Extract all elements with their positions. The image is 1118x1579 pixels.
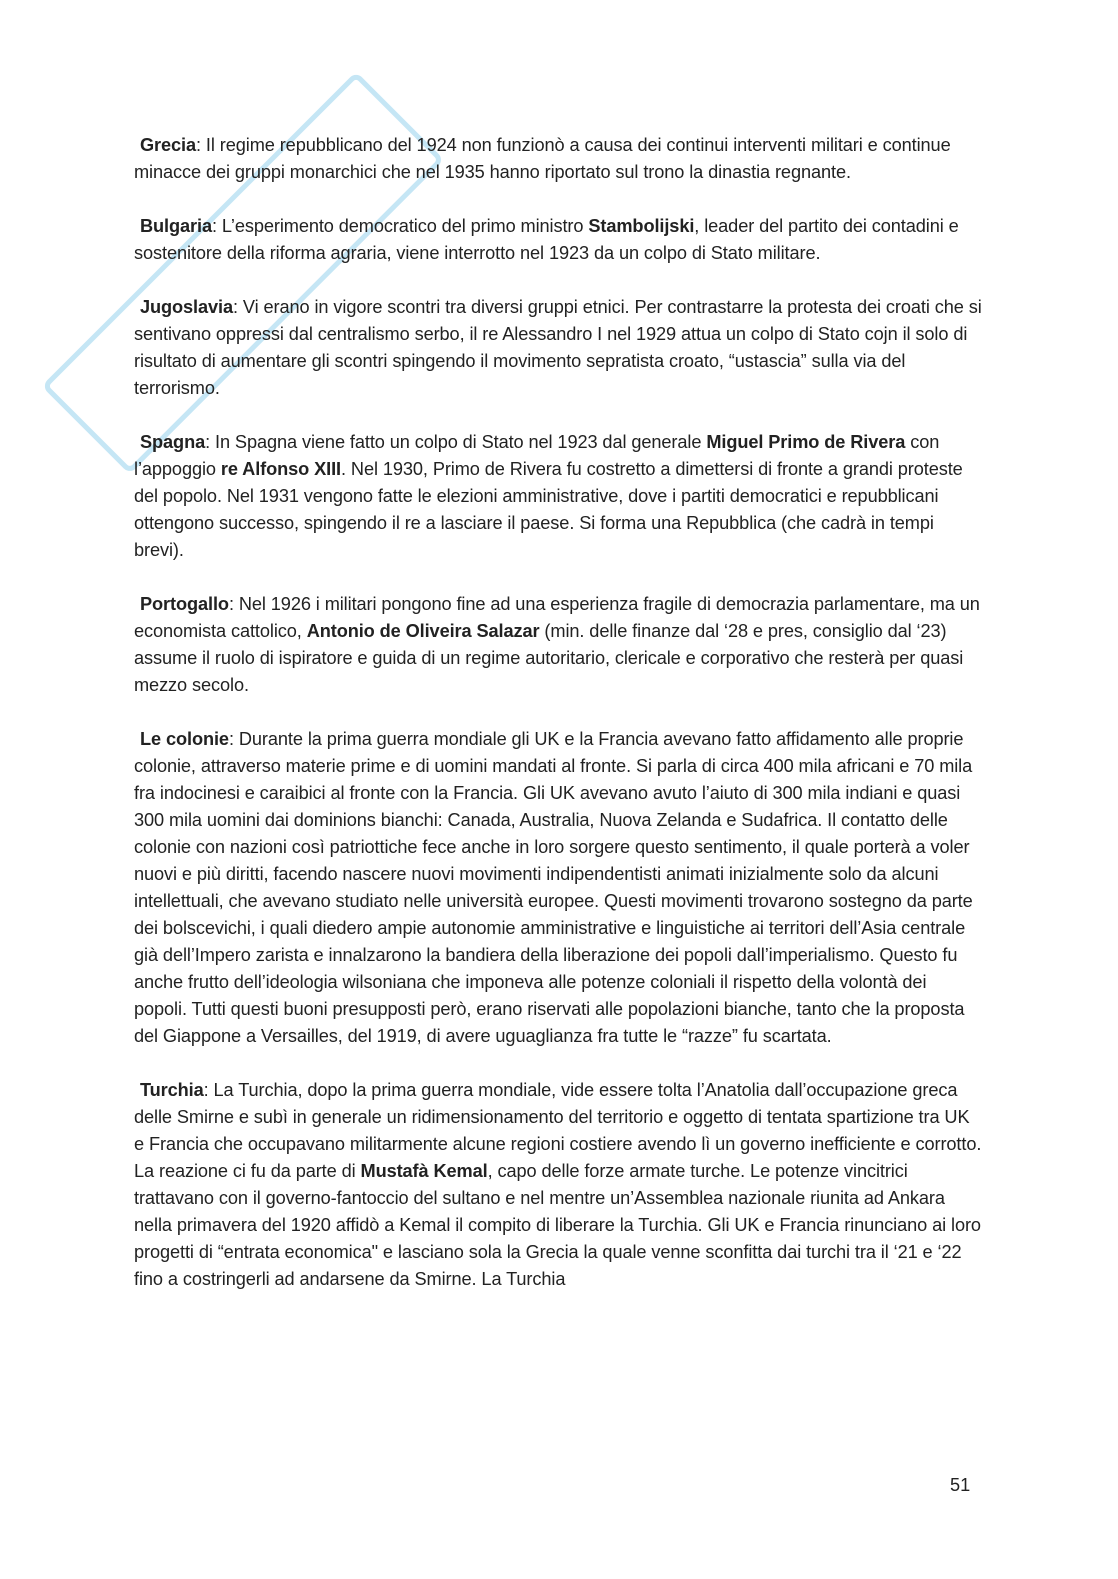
section-heading: Turchia	[140, 1080, 204, 1100]
section-heading: Jugoslavia	[140, 297, 234, 317]
paragraph-text: . Nel 1930, Primo de Rivera fu costretto a dimettersi di fronte a grandi proteste del popolo. Nel 1931 vengono fatte le elezioni amministrative, dove i partiti democratici e repubblicani ottengono successo, spingendo il re a lasciare il paese. Si forma una Repubblica (che cadrà in tempi brevi).	[134, 459, 963, 560]
section-heading: Le colonie	[140, 729, 229, 749]
paragraph-text: : La Turchia, dopo la prima guerra mondiale, vide essere tolta l’Anatolia dall’occupazione greca delle Smirne e subì in generale un ridimensionamento del territorio e oggetto di tentata spartizione tra UK e Francia che occupavano militarmente alcune regioni costiere avendo lì un governo inefficiente e corrotto. La reazione ci fu da parte di	[134, 1080, 982, 1181]
paragraph-text: : Durante la prima guerra mondiale gli UK e la Francia avevano fatto affidamento alle proprie colonie, attraverso materie prime e di uomini mandati al fronte. Si parla di circa 400 mila africani e 70 mila fra indocinesi e caraibici al fronte con la Francia. Gli UK avevano avuto l’aiuto di 300 mila indiani e quasi 300 mila uomini dai dominions bianchi: Canada, Australia, Nuova Zelanda e Sudafrica. Il contatto delle colonie con nazioni così patriottiche fece anche in loro sorgere questo sentimento, il quale porterà a voler nuovi e più diritti, facendo nascere nuovi movimenti indipendentisti animati inizialmente solo da alcuni intellettuali, che avevano studiato nelle università europee. Questi movimenti trovarono sostegno da parte dei bolscevichi, i quali diedero ampie autonomie amministrative e linguistiche ai territori dell’Asia centrale già dell’Impero zarista e innalzarono la bandiera della liberazione dei popoli dall’imperialismo. Questo fu anche frutto dell’ideologia wilsoniana che imponeva alle potenze coloniali il rispetto della volontà dei popoli. Tutti questi buoni presupposti però, erano riservati alle popolazioni bianche, tanto che la proposta del Giappone a Versailles, del 1919, di avere uguaglianza fra tutte le “razze” fu scartata.	[134, 729, 973, 1046]
paragraph-turchia	[134, 1077, 984, 1293]
section-heading: Portogallo	[140, 594, 229, 614]
paragraph-spagna	[134, 429, 984, 564]
paragraph-text: (min. delle finanze dal ‘28 e pres, consiglio dal ‘23) assume il ruolo di ispiratore e guida di un regime autoritario, clericale e corporativo che resterà per quasi mezzo secolo.	[134, 621, 964, 695]
paragraph-text: , capo delle forze armate turche. Le potenze vincitrici trattavano con il governo-fantoccio del sultano e nel mentre un’Assemblea nazionale riunita ad Ankara nella primavera del 1920 affidò a Kemal il compito di liberare la Turchia. Gli UK e Francia rinunciano ai loro progetti di “entrata economica" e lasciano sola la Grecia la quale venne sconfitta dai turchi tra il ‘21 e ‘22 fino a costringerli ad andarsene da Smirne. La Turchia	[134, 1161, 981, 1289]
paragraph-text: : In Spagna viene fatto un colpo di Stato nel 1923 dal generale	[205, 432, 707, 452]
paragraph-text: , leader del partito dei contadini e sostenitore della riforma agraria, viene interrotto nel 1923 da un colpo di Stato militare.	[134, 216, 959, 263]
document-page	[134, 132, 984, 1320]
page-number: 51	[950, 1475, 971, 1495]
bold-name: Stambolijski	[588, 216, 695, 236]
paragraph-portogallo	[134, 591, 984, 699]
paragraph-bulgaria	[134, 213, 984, 267]
paragraph-text: : Vi erano in vigore scontri tra diversi gruppi etnici. Per contrastarre la protesta dei croati che si sentivano oppressi dal centralismo serbo, il re Alessandro I nel 1929 attua un colpo di Stato cojn il solo di risultato di aumentare gli scontri spingendo il movimento sepratista croato, “ustascia” sulla via del terrorismo.	[134, 297, 982, 398]
paragraph-colonie	[134, 726, 984, 1050]
section-heading: Grecia	[140, 135, 197, 155]
paragraph-text: : Il regime repubblicano del 1924 non funzionò a causa dei continui interventi militari e continue minacce dei gruppi monarchici che nel 1935 hanno riportato sul trono la dinastia regnante.	[134, 135, 951, 182]
paragraph-jugoslavia	[134, 294, 984, 402]
bold-name: Miguel Primo de Rivera	[706, 432, 906, 452]
bold-name: Antonio de Oliveira Salazar	[306, 621, 540, 641]
section-heading: Spagna	[140, 432, 206, 452]
section-heading: Bulgaria	[140, 216, 212, 236]
paragraph-grecia	[134, 132, 984, 186]
paragraph-text: con l’appoggio	[134, 432, 940, 479]
paragraph-text: : L’esperimento democratico del primo ministro	[211, 216, 589, 236]
bold-name: Mustafà Kemal	[360, 1161, 488, 1181]
paragraph-text: : Nel 1926 i militari pongono fine ad una esperienza fragile di democrazia parlamentare, ma un economista cattolico,	[134, 594, 980, 641]
bold-name: re Alfonso XIII	[220, 459, 341, 479]
